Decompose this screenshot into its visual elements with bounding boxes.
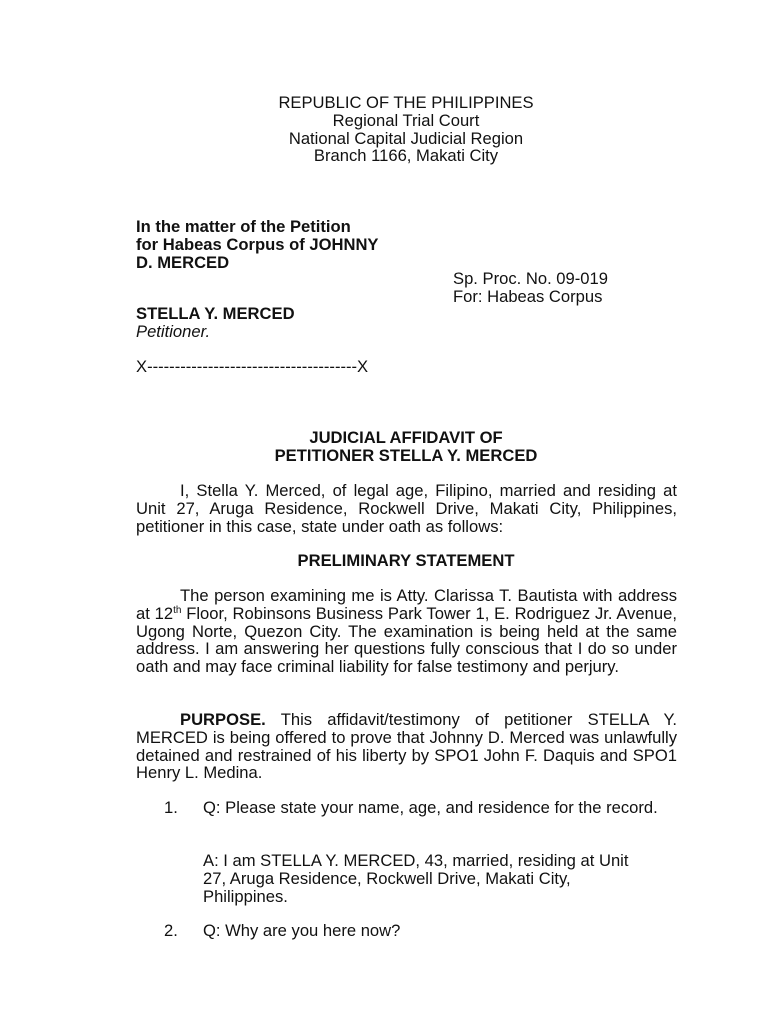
title-line: PETITIONER STELLA Y. MERCED [274,445,538,465]
case-type: For: Habeas Corpus [453,286,603,306]
caption-line: D. MERCED [136,252,230,272]
question-number: 1. [164,798,178,817]
question-text: Q: Why are you here now? [203,921,401,940]
purpose-label: PURPOSE. [180,710,266,729]
intro-paragraph [136,482,677,535]
party-block [136,305,295,341]
title-line: JUDICIAL AFFIDAVIT OF [309,428,503,447]
petitioner-name: STELLA Y. MERCED [136,304,295,323]
preliminary-paragraph [136,587,677,676]
question-item [164,921,677,940]
purpose-text: This affidavit/testimony of petitioner STELLA Y. MERCED is being offered to prove that Johnny D. Merced was unlawfully detained and restrained of his liberty by SPO1 John F. Daquis and SPO1 Henry L. Medina. [136,710,677,783]
preliminary-text: The person examining me is Atty. Clarissa T. Bautista with address at 12 [136,586,677,623]
answer-line: Philippines. [203,886,288,906]
preliminary-heading: PRELIMINARY STATEMENT [297,551,515,570]
question-text: Q: Please state your name, age, and residence for the record. [203,798,658,817]
header-republic: REPUBLIC OF THE PHILIPPINES [278,93,534,112]
question-number: 2. [164,921,178,940]
question-item [164,798,677,817]
court-header [0,94,768,165]
header-court: Regional Trial Court [332,110,480,130]
document-title [0,429,768,465]
preliminary-text-cont: Floor, Robinsons Business Park Tower 1, E. Rodriguez Jr. Avenue, Ugong Norte, Quezon City. The examination is being held at the same address. I am answering her questions fully conscious that I do so under oath and may face criminal liability for false testimony and perjury. [136,603,677,677]
ordinal-suffix: th [173,604,182,616]
case-number: Sp. Proc. No. 09-019 [453,269,608,288]
header-region: National Capital Judicial Region [288,128,524,148]
caption-line: In the matter of the Petition [136,217,351,236]
case-caption [136,218,416,271]
petitioner-role: Petitioner. [136,321,211,341]
answer-line: A: I am STELLA Y. MERCED, 43, married, residing at Unit [203,851,629,870]
caption-line: for Habeas Corpus of JOHNNY [136,234,379,254]
header-branch: Branch 1166, Makati City [313,146,499,166]
caption-separator: X--------------------------------------X [136,357,369,376]
case-number-block [453,270,608,306]
answer-block [203,852,663,905]
intro-text: I, Stella Y. Merced, of legal age, Filipino, married and residing at Unit 27, Aruga Residence, Rockwell Drive, Makati City, Philippines, petitioner in this case, state under oath as follows: [136,481,677,536]
purpose-paragraph [136,711,677,782]
answer-line: 27, Aruga Residence, Rockwell Drive, Makati City, [203,868,571,888]
